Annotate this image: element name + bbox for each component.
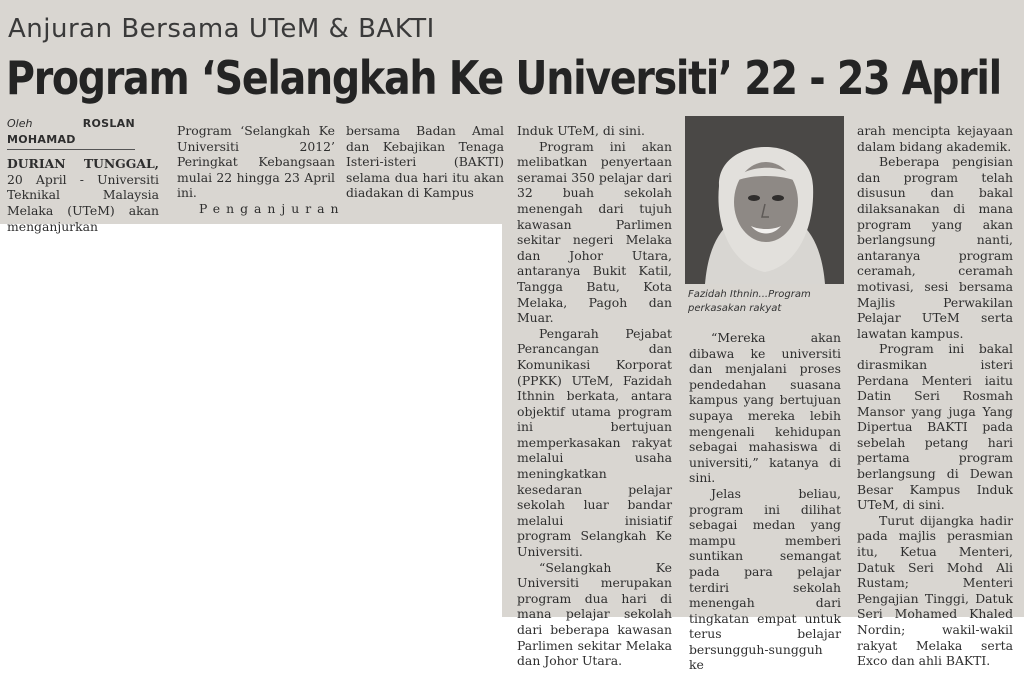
column-3-paragraph: bersama Badan Amal dan Kebajikan Tenaga Isteri-isteri (BAKTI) selama dua hari itu akan diadakan di Kampus [346,123,504,201]
column-6-paragraph-4: Turut dijangka hadir pada majlis perasmian itu, Ketua Menteri, Datuk Seri Mohd Ali Rustam; Menteri Pengajian Tinggi, Datuk Seri Mohamed Khaled Nordin; wakil-wakil rakyat Melaka serta Exco dan ahli BAKTI. [857,512,1013,669]
column-2 [177,123,345,217]
portrait-photo [685,116,844,284]
column-5-paragraph-1: “Mereka akan dibawa ke universiti dan menjalani proses pendedahan suasana kampus yang bertujuan supaya mereka lebih mengenali kehidupan sebagai mahasiswa di universiti,” katanya di sini. [689,330,841,486]
column-2-paragraph: Program ‘Selangkah Ke Universiti 2012’ Peringkat Kebangsaan mulai 22 hingga 23 April ini. [177,123,335,201]
column-6-paragraph-3: Program ini bakal dirasmikan isteri Perdana Menteri iaitu Datin Seri Rosmah Mansor yang juga Yang Dipertua BAKTI pada sebelah petang hari pertama program berlangsung di Dewan Besar Kampus Induk UTeM, di sini. [857,341,1013,513]
column-5-paragraph-2: Jelas beliau, program ini dilihat sebagai medan yang mampu memberi suntikan semangat pada para pelajar terdiri sekolah menengah dari tingkatan empat untuk terus belajar bersungguh-sungguh ke [689,485,841,673]
column-4-paragraph-2: Program ini akan melibatkan penyertaan seramai 350 pelajar dari 32 buah sekolah menengah dari tujuh kawasan Parlimen sekitar negeri Melaka dan Johor Utara, antaranya Bukit Katil, Tangga Batu, Kota Melaka, Pagoh dan Muar. [517,138,672,326]
column-4-paragraph-1: Induk UTeM, di sini. [517,123,645,138]
dateline: DURIAN TUNGGAL, [7,156,159,172]
column-6-paragraph-2: Beberapa pengisian dan program telah disusun dan bakal dilaksanakan di mana program yang akan berlangsung nanti, antaranya program ceramah, ceramah motivasi, sesi bersama Majlis Perwakilan Pelajar UTeM serta lawatan kampus. [857,154,1013,341]
photo-caption: Fazidah Ithnin...Program perkasakan rakyat [688,289,811,314]
column-2-paragraph-2: Penganjuran [199,200,345,216]
column-6 [857,123,1013,669]
column-3 [346,123,504,201]
byline [7,116,135,150]
column-1-text: 20 April - Universiti Teknikal Malaysia Melaka (UTeM) akan menganjurkan [7,171,159,234]
column-1-paragraph [7,156,159,234]
column-4-paragraph-4: “Selangkah Ke Universiti merupakan program dua hari di mana pelajar sekolah dari beberapa kawasan Parlimen sekitar Melaka dan Johor Utara. [517,559,672,669]
column-1 [7,116,159,234]
column-4 [517,123,672,669]
column-4-paragraph-3: Pengarah Pejabat Perancangan dan Komunikasi Korporat (PPKK) UTeM, Fazidah Ithnin berkata, antara objektif utama program ini bertujuan memperkasakan rakyat melalui usaha meningkatkan kesedaran pelajar sekolah luar bandar melalui inisiatif program Selangkah Ke Universiti. [517,325,672,560]
portrait-illustration [685,116,844,284]
article-kicker: Anjuran Bersama UTeM & BAKTI [8,14,435,44]
column-5 [689,330,841,673]
article-headline: Program ‘Selangkah Ke Universiti’ 22 - 23 April [6,51,1001,105]
byline-prefix: Oleh [7,117,33,130]
byline-author: ROSLAN MOHAMAD [7,117,135,146]
column-6-paragraph-1: arah mencipta kejayaan dalam bidang akademik. [857,123,1013,154]
